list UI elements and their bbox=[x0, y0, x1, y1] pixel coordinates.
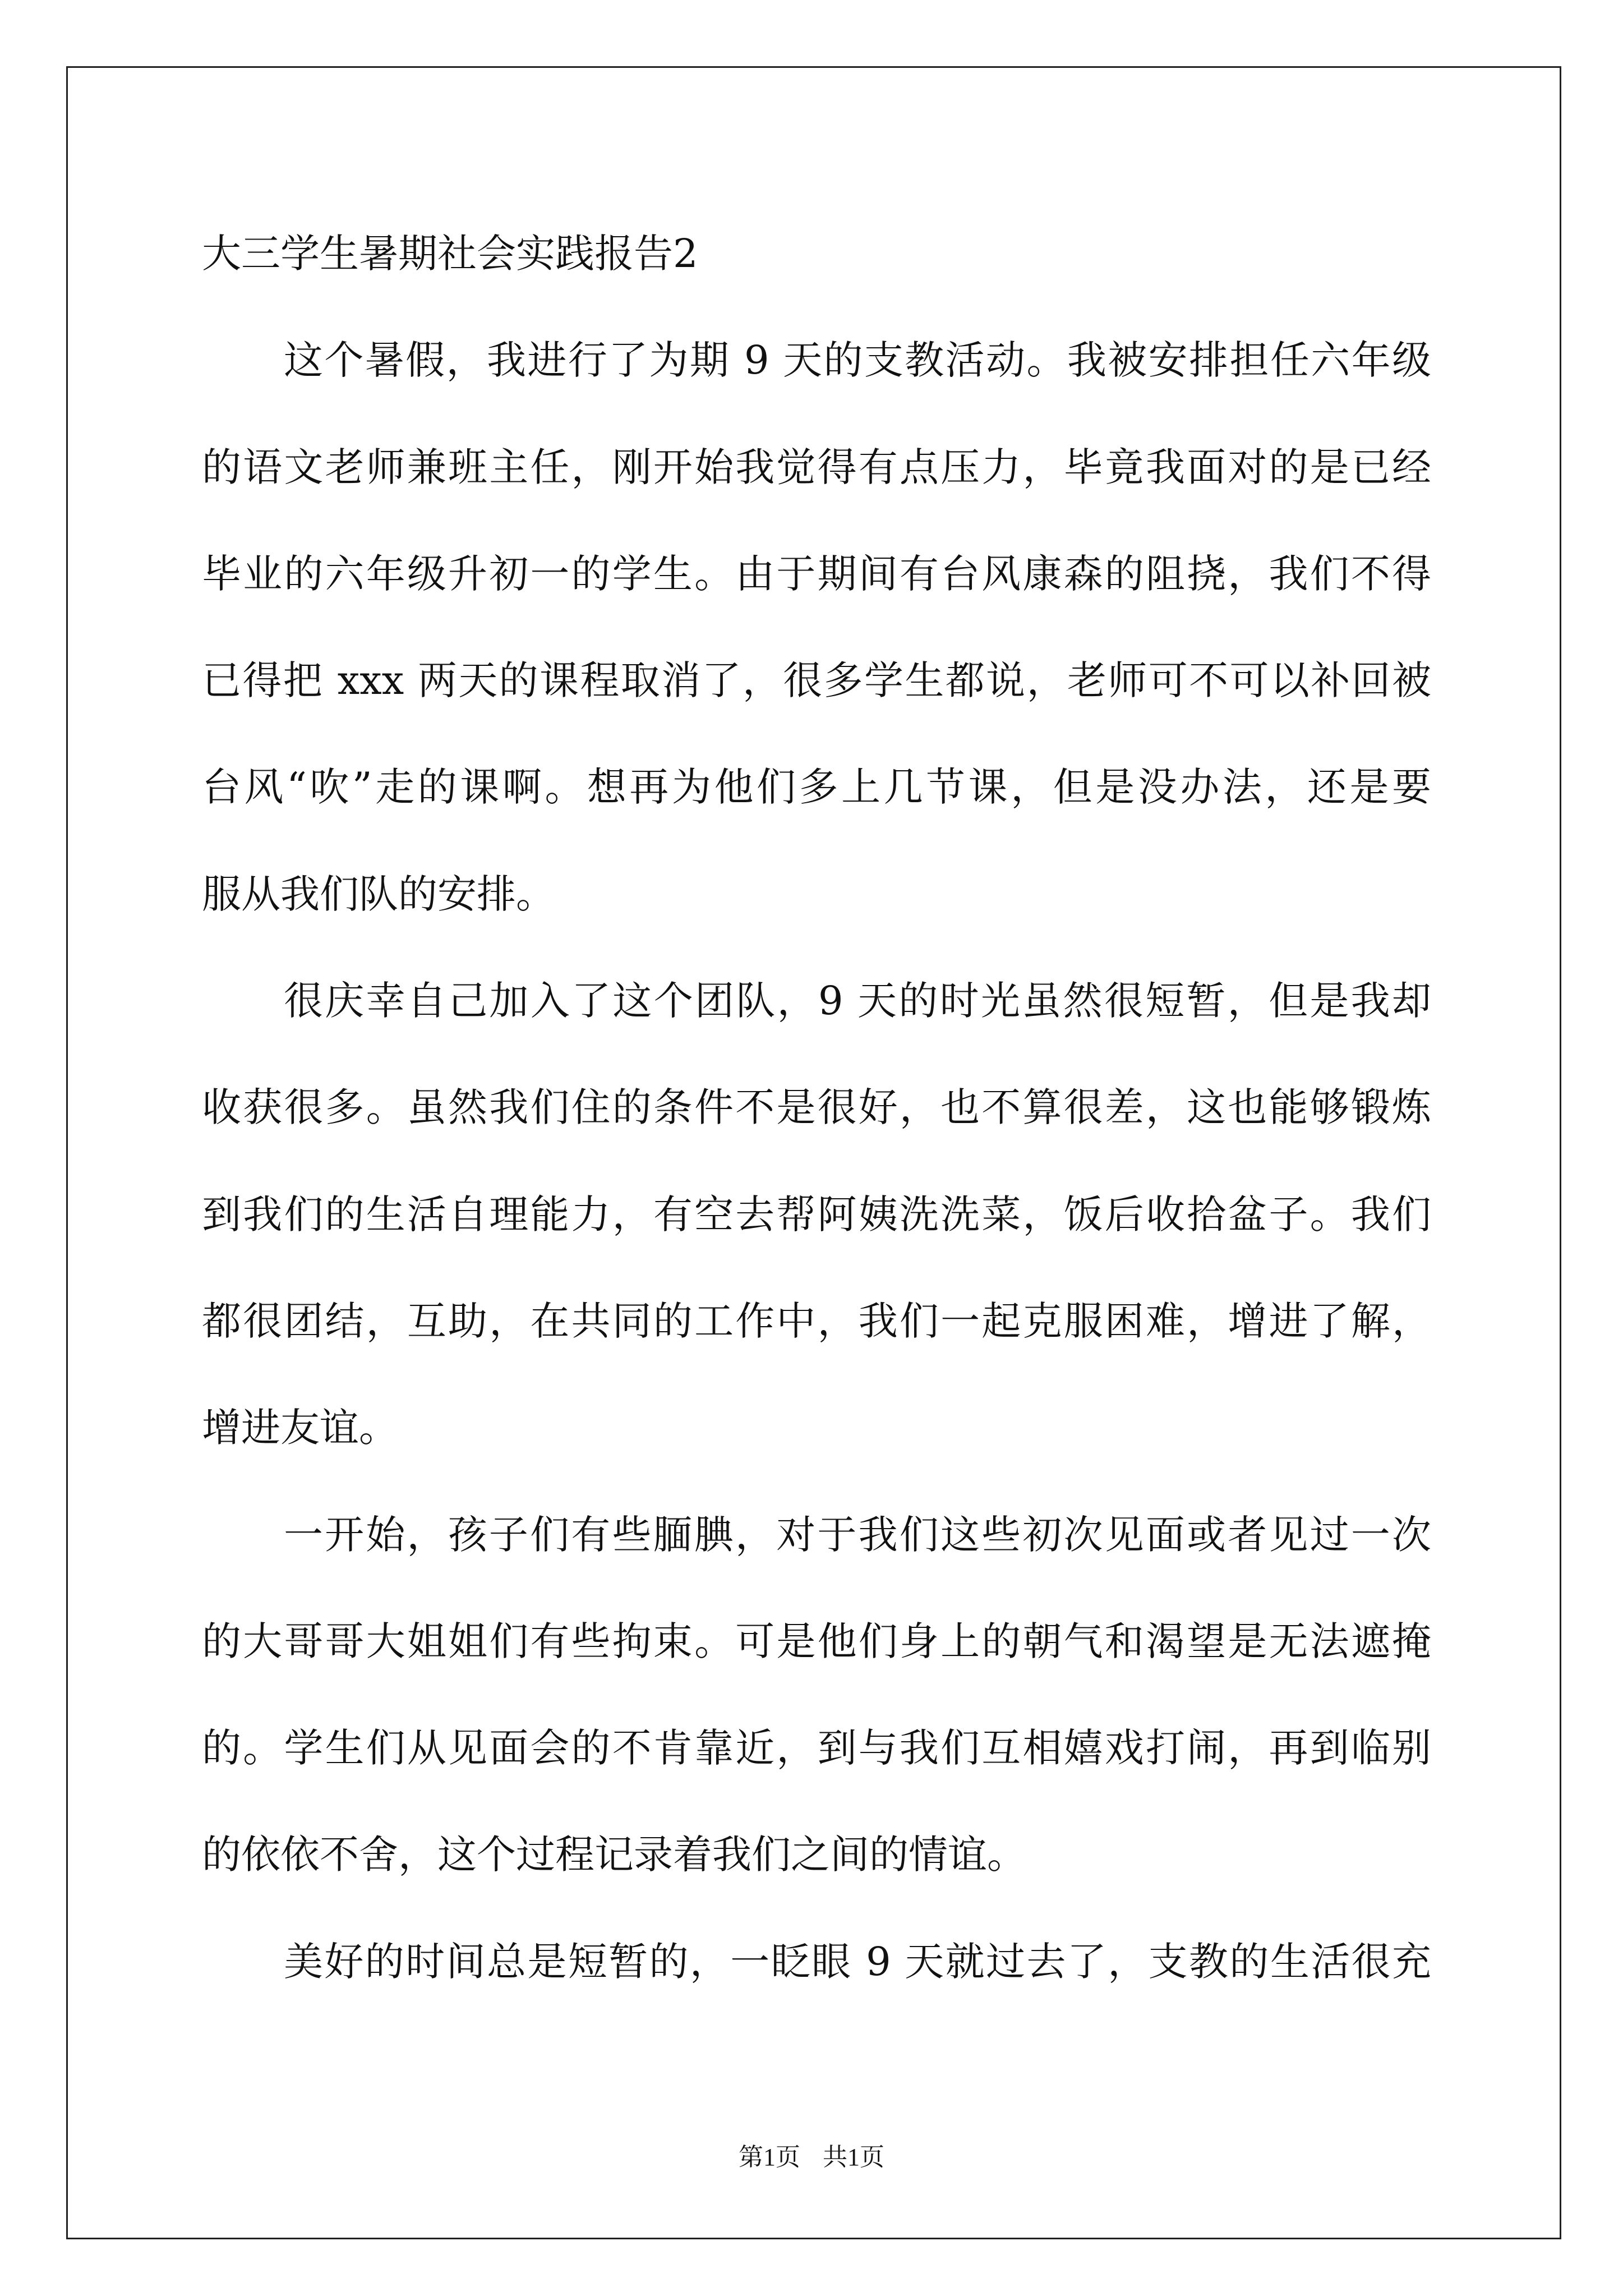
paragraph-1 bbox=[202, 307, 1431, 947]
document-title: 大三学生暑期社会实践报告2 bbox=[202, 231, 698, 277]
paragraph-line: 的大哥哥大姐姐们有些拘束。可是他们身上的朝气和渴望是无法遮掩 bbox=[202, 1618, 1431, 1664]
paragraph-line: 毕业的六年级升初一的学生。由于期间有台风康森的阻挠，我们不得 bbox=[202, 550, 1431, 597]
paragraph-line: 已得把 xxx 两天的课程取消了，很多学生都说，老师可不可以补回被 bbox=[202, 657, 1431, 704]
paragraph-line: 增进友谊。 bbox=[202, 1405, 398, 1451]
paragraph-line: 服从我们队的安排。 bbox=[202, 871, 555, 917]
page-number: 第1页 bbox=[739, 2143, 800, 2171]
paragraph-line: 台风“吹”走的课啊。想再为他们多上几节课，但是没办法，还是要 bbox=[202, 764, 1431, 811]
paragraph-line: 的依依不舍，这个过程记录着我们之间的情谊。 bbox=[202, 1832, 1026, 1878]
paragraph-line: 这个暑假，我进行了为期 9 天的支教活动。我被安排担任六年级 bbox=[284, 337, 1431, 384]
paragraph-line: 很庆幸自己加入了这个团队，9 天的时光虽然很短暂，但是我却 bbox=[284, 978, 1431, 1024]
paragraph-line: 的。学生们从见面会的不肯靠近，到与我们互相嬉戏打闹，再到临别 bbox=[202, 1725, 1431, 1772]
page-footer bbox=[0, 2141, 1623, 2174]
paragraph-line: 一开始，孩子们有些腼腆，对于我们这些初次见面或者见过一次 bbox=[284, 1511, 1431, 1558]
document-body bbox=[202, 200, 1431, 2015]
page-total: 共1页 bbox=[823, 2143, 884, 2171]
paragraph-4 bbox=[202, 1908, 1431, 2015]
paragraph-line: 到我们的生活自理能力，有空去帮阿姨洗洗菜，饭后收拾盆子。我们 bbox=[202, 1191, 1431, 1237]
paragraph-line: 美好的时间总是短暂的，一眨眼 9 天就过去了，支教的生活很充 bbox=[284, 1938, 1431, 1985]
paragraph-line: 都很团结，互助，在共同的工作中，我们一起克服困难，增进了解， bbox=[202, 1297, 1431, 1344]
paragraph-2 bbox=[202, 947, 1431, 1481]
paragraph-3 bbox=[202, 1481, 1431, 1908]
paragraph-line: 收获很多。虽然我们住的条件不是很好，也不算很差，这也能够锻炼 bbox=[202, 1084, 1431, 1131]
paragraph-line: 的语文老师兼班主任，刚开始我觉得有点压力，毕竟我面对的是已经 bbox=[202, 444, 1431, 490]
